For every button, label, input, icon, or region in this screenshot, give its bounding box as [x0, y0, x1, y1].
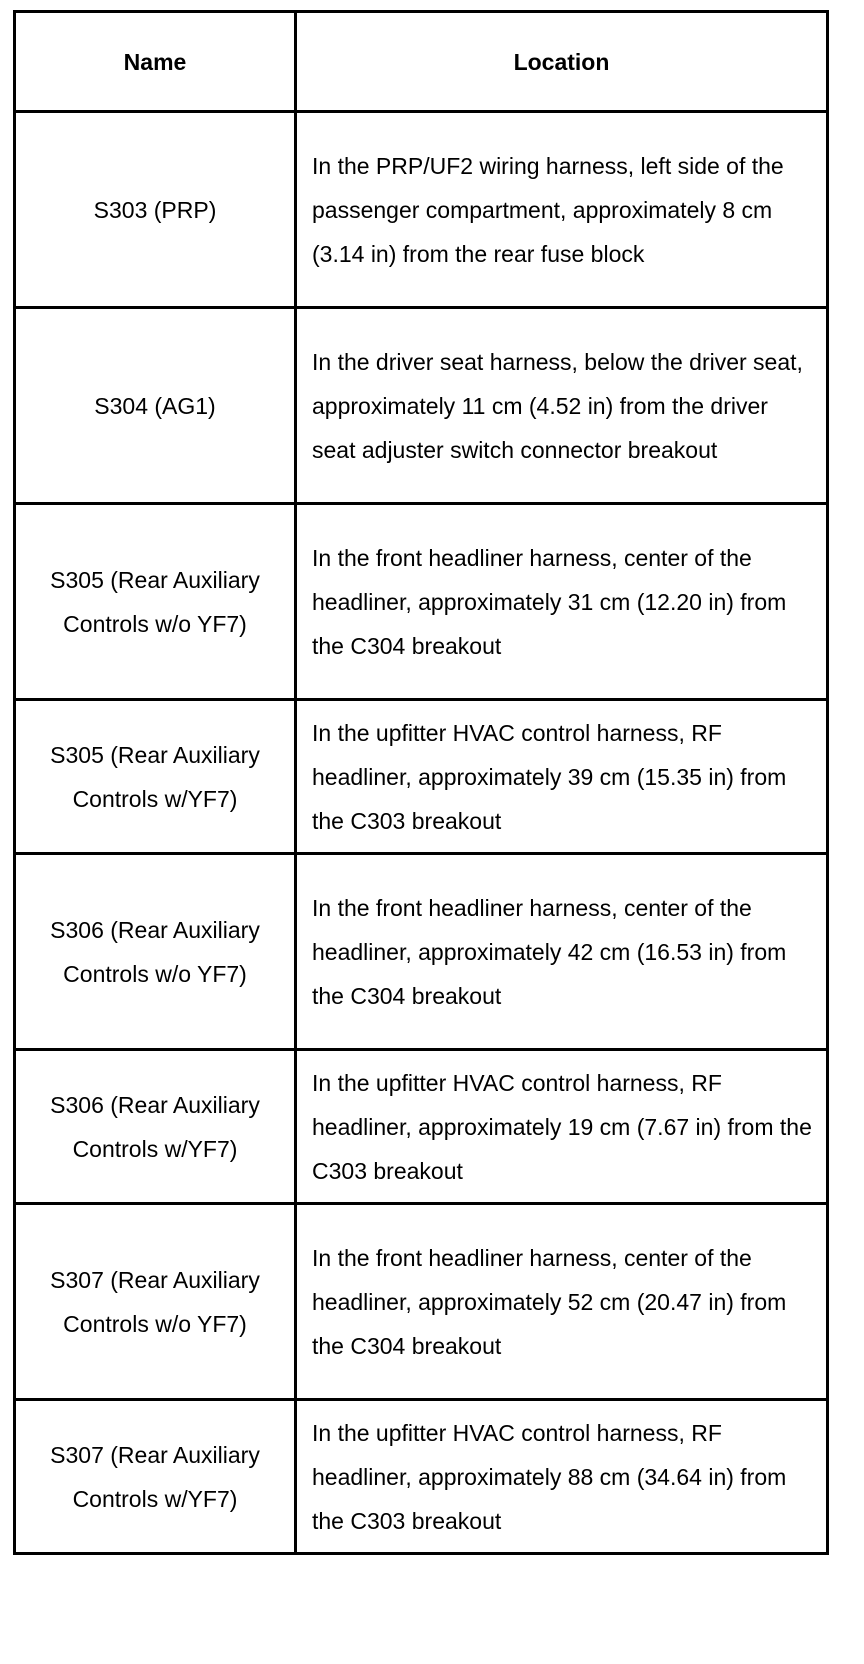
splice-location-cell: In the front headliner harness, center of the headliner, approximately 31 cm (12.20 in) from the C304 breakout — [296, 504, 828, 700]
name-column-header: Name — [15, 12, 296, 112]
splice-location-cell: In the PRP/UF2 wiring harness, left side of the passenger compartment, approximately 8 cm (3.14 in) from the rear fuse block — [296, 112, 828, 308]
splice-name-cell: S306 (Rear Auxiliary Controls w/YF7) — [15, 1050, 296, 1204]
splice-location-cell: In the upfitter HVAC control harness, RF headliner, approximately 39 cm (15.35 in) from the C303 breakout — [296, 700, 828, 854]
splice-location-table — [13, 10, 829, 1555]
table-row — [15, 1204, 828, 1400]
splice-location-cell: In the upfitter HVAC control harness, RF headliner, approximately 19 cm (7.67 in) from the C303 breakout — [296, 1050, 828, 1204]
splice-location-cell: In the front headliner harness, center of the headliner, approximately 42 cm (16.53 in) from the C304 breakout — [296, 854, 828, 1050]
table-row — [15, 1050, 828, 1204]
splice-name-cell: S307 (Rear Auxiliary Controls w/o YF7) — [15, 1204, 296, 1400]
location-column-header: Location — [296, 12, 828, 112]
table-row — [15, 1400, 828, 1554]
table-row — [15, 112, 828, 308]
splice-location-cell: In the front headliner harness, center of the headliner, approximately 52 cm (20.47 in) from the C304 breakout — [296, 1204, 828, 1400]
splice-name-cell: S307 (Rear Auxiliary Controls w/YF7) — [15, 1400, 296, 1554]
table-row — [15, 504, 828, 700]
table-row — [15, 308, 828, 504]
table-header-row — [15, 12, 828, 112]
table-row — [15, 854, 828, 1050]
table-row — [15, 700, 828, 854]
splice-location-cell: In the upfitter HVAC control harness, RF headliner, approximately 88 cm (34.64 in) from the C303 breakout — [296, 1400, 828, 1554]
splice-name-cell: S305 (Rear Auxiliary Controls w/YF7) — [15, 700, 296, 854]
splice-name-cell: S306 (Rear Auxiliary Controls w/o YF7) — [15, 854, 296, 1050]
splice-location-cell: In the driver seat harness, below the driver seat, approximately 11 cm (4.52 in) from the driver seat adjuster switch connector breakout — [296, 308, 828, 504]
splice-name-cell: S304 (AG1) — [15, 308, 296, 504]
splice-name-cell: S305 (Rear Auxiliary Controls w/o YF7) — [15, 504, 296, 700]
splice-name-cell: S303 (PRP) — [15, 112, 296, 308]
